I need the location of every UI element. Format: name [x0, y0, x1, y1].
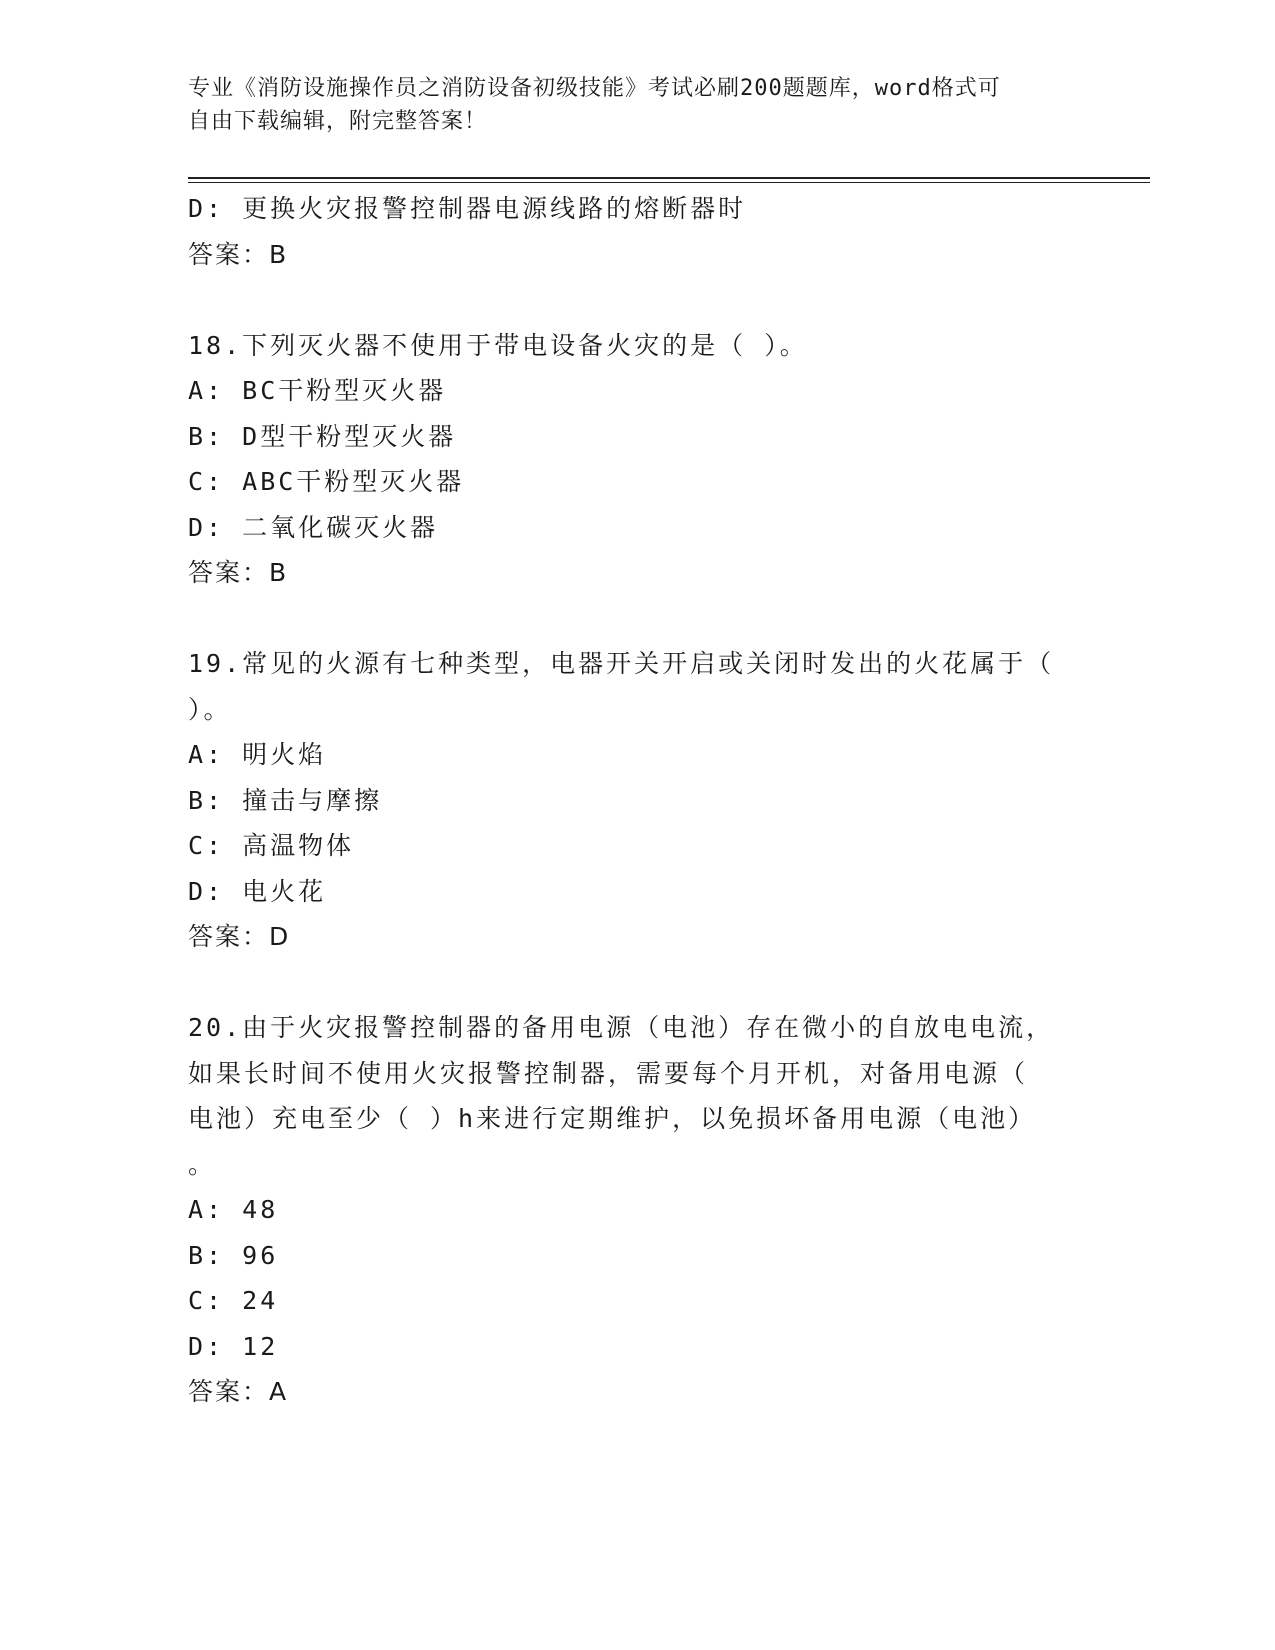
- document-header: [188, 72, 1088, 138]
- spacer: [188, 596, 1088, 642]
- question-stem-line-3: 电池）充电至少（ ）h来进行定期维护，以免损坏备用电源（电池）: [188, 1104, 1037, 1133]
- option-c: C: 高温物体: [188, 831, 355, 860]
- question-stem-line-4: 。: [188, 1149, 217, 1179]
- option-b: B: 撞击与摩擦: [188, 785, 383, 815]
- question-list: [188, 186, 1088, 1415]
- option-c: C: 24: [188, 1286, 279, 1315]
- answer: 答案：B: [188, 558, 289, 587]
- question-stem-line-2: ）。: [188, 694, 232, 724]
- option-d: D: 二氧化碳灭火器: [188, 512, 439, 542]
- option-b: B: 96: [188, 1240, 279, 1270]
- header-line-2: 自由下载编辑，附完整答案！: [188, 109, 488, 134]
- spacer: [188, 277, 1088, 323]
- question-stem-line-1: 19.常见的火源有七种类型，电器开关开启或关闭时发出的火花属于（: [188, 649, 1055, 678]
- question-17: [188, 186, 1088, 277]
- question-stem: 18.下列灭火器不使用于带电设备火灾的是（ ）。: [188, 330, 808, 360]
- option-d: D: 电火花: [188, 876, 327, 906]
- header-divider-thin: [188, 182, 1150, 183]
- option-d: D: 更换火灾报警控制器电源线路的熔断器时: [188, 194, 747, 223]
- option-b: B: D型干粉型灭火器: [188, 421, 457, 451]
- question-18: [188, 323, 1088, 596]
- question-19: [188, 641, 1088, 960]
- option-a: A: BC干粉型灭火器: [188, 376, 447, 405]
- question-20: [188, 1005, 1088, 1415]
- header-divider-thick: [188, 177, 1150, 179]
- question-stem-line-2: 如果长时间不使用火灾报警控制器，需要每个月开机，对备用电源（: [188, 1058, 1029, 1088]
- answer: 答案：A: [188, 1377, 289, 1406]
- option-a: A: 明火焰: [188, 740, 327, 769]
- option-d: D: 12: [188, 1331, 279, 1361]
- header-line-1: 专业《消防设施操作员之消防设备初级技能》考试必刷200题题库，word格式可: [188, 76, 1001, 101]
- option-a: A: 48: [188, 1195, 279, 1224]
- question-stem-line-1: 20.由于火灾报警控制器的备用电源（电池）存在微小的自放电电流，: [188, 1013, 1055, 1042]
- answer: 答案：B: [188, 239, 289, 269]
- spacer: [188, 960, 1088, 1006]
- answer: 答案：D: [188, 922, 291, 951]
- option-c: C: ABC干粉型灭火器: [188, 467, 465, 496]
